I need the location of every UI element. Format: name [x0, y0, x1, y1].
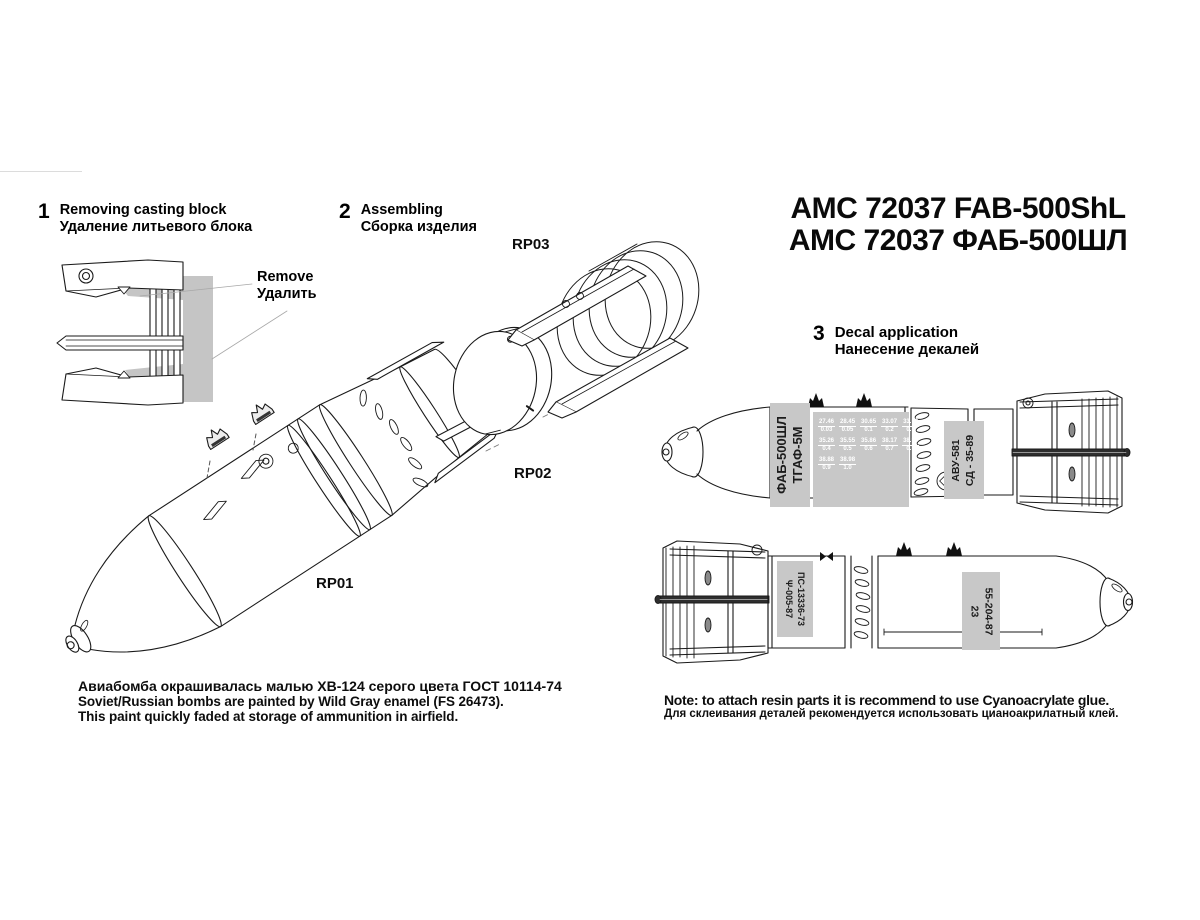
kit-title-en: AMC 72037 FAB-500ShL: [790, 192, 1126, 225]
decal-stencil-type-text: [774, 416, 806, 494]
remove-label-ru: Удалить: [257, 286, 317, 302]
step3-title: [835, 324, 979, 358]
decal-stencil-avu-text: [951, 434, 978, 485]
step3-number: 3: [813, 322, 825, 345]
fin-box-top-bomb: [1012, 391, 1130, 513]
decal-stencil-55-text: [968, 587, 995, 635]
suspension-lug-2: [247, 399, 274, 424]
decal-table-cell: 28.45 0.05: [840, 419, 856, 433]
decal-stencil-55: [962, 572, 1000, 650]
part-label-rp03: RP03: [512, 236, 550, 253]
glue-note-ru: Для склеивания деталей рекомендуется использовать цианоакрилатный клей.: [664, 708, 1119, 720]
glue-note: [664, 692, 1118, 721]
decal-table-cell: 30.65 0.1: [861, 419, 877, 433]
stencil-type-line2: ТГАФ-5М: [790, 426, 805, 484]
decal-table-cell: 33.07 0.2: [882, 419, 898, 433]
decal-table-cell: 33.62 0.3: [903, 419, 919, 433]
fin-rail-upper: [508, 266, 646, 346]
lug-icon: [808, 393, 824, 407]
remove-label-en: Remove: [257, 269, 314, 285]
decal-table-cell: 38.88 0.9: [819, 457, 835, 471]
decal-stencil-ps-text: [783, 572, 807, 626]
kit-title: [763, 193, 1153, 257]
stencil-avu-line1: АВУ-581: [950, 438, 963, 482]
step3-header: [813, 324, 979, 358]
decal-data-table: [813, 412, 919, 507]
step1-header: [38, 202, 252, 236]
stencil-type-line1: ФАБ-500ШЛ: [774, 416, 789, 494]
part-label-rp01: RP01: [316, 575, 354, 592]
decal-stencil-ps: [777, 561, 813, 637]
decal-stencil-type: [770, 403, 810, 507]
decal-bomb-bottom: [655, 541, 1133, 663]
lug-icon: [946, 542, 962, 556]
step3-title-en: Decal application: [834, 324, 959, 341]
decal-table-cell: 35.86 0.6: [861, 438, 877, 452]
step1-title-en: Removing casting block: [59, 202, 227, 218]
fin-rail-lower: [548, 338, 688, 418]
decal-stencil-avu: [944, 421, 984, 499]
part-label-rp02: RP02: [514, 465, 552, 482]
lug-icon: [856, 393, 872, 407]
decal-table-cell: 27.46 0.03: [819, 419, 835, 433]
fin-box-bottom-bomb: [655, 541, 769, 663]
decal-table-cell: 38.88 0.8: [903, 438, 919, 452]
dashed-arrow-lug-1: [207, 461, 210, 478]
step2-header: [339, 202, 477, 236]
decal-table-row: [818, 438, 919, 452]
glue-note-en: Note: to attach resin parts it is recommend to use Cyanoacrylate glue.: [664, 692, 1110, 708]
decal-table-row: [818, 419, 919, 433]
casting-block: [183, 276, 213, 402]
paint-note-ru: Авиабомба окрашивалась малью ХВ-124 серого цвета ГОСТ 10114-74: [78, 678, 562, 694]
leader-line-remove-2: [212, 311, 287, 359]
step1-diagram: [57, 260, 287, 405]
step1-title-ru: Удаление литьевого блока: [59, 219, 253, 235]
decal-table-cell: 35.26 0.4: [819, 438, 835, 452]
decal-table-cell: 35.55 0.5: [840, 438, 856, 452]
stencil-avu-line2: СД - 35-89: [964, 434, 976, 486]
step3-title-ru: Нанесение декалей: [834, 341, 980, 358]
stencil-55-line1: 55-204-87: [982, 587, 995, 635]
paint-note-en2: This paint quickly faded at storage of ammunition in airfield.: [78, 708, 459, 724]
lug-icon: [896, 542, 912, 556]
step1-title: [60, 202, 253, 236]
stencil-55-line2: 23: [969, 605, 981, 617]
paint-note-en1: Soviet/Russian bombs are painted by Wild Gray enamel (FS 26473).: [78, 694, 504, 709]
step1-number: 1: [38, 200, 50, 223]
step2-title-ru: Сборка изделия: [360, 219, 477, 235]
tail-strut-middle: [57, 336, 183, 350]
decal-table-row: [818, 457, 909, 471]
suspension-lug-1: [202, 424, 229, 449]
assembly-diagram: [32, 229, 713, 702]
step2-title: [361, 202, 477, 236]
paint-note: [78, 678, 562, 724]
step2-title-en: Assembling: [360, 202, 443, 218]
decal-table-cell: 38.17 0.7: [882, 438, 898, 452]
stencil-ps-line1: ПС-13336-73: [796, 572, 806, 626]
stencil-ps-line2: Ψ-005-87: [784, 579, 794, 619]
kit-title-ru: АМС 72037 ФАБ-500ШЛ: [788, 224, 1128, 257]
align-dash-2: [486, 444, 500, 451]
decal-table-cell: 38.98 1.0: [840, 457, 856, 471]
step2-number: 2: [339, 200, 351, 223]
remove-label: [257, 269, 317, 303]
vent-holes-side: [853, 565, 870, 639]
